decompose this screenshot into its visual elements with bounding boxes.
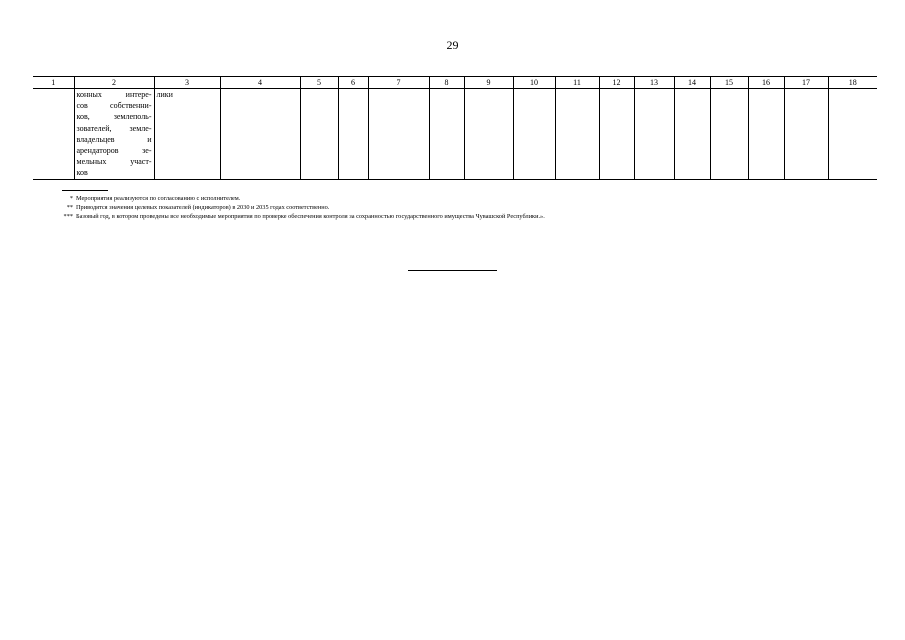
column-header: 10 — [513, 77, 555, 89]
table-cell — [634, 89, 674, 180]
footnote-separator — [62, 190, 108, 191]
column-header: 14 — [674, 77, 710, 89]
column-header: 12 — [599, 77, 634, 89]
column-header: 4 — [220, 77, 300, 89]
column-header: 2 — [74, 77, 154, 89]
footnote — [56, 203, 545, 212]
column-header: 6 — [338, 77, 368, 89]
table-cell — [338, 89, 368, 180]
table-cell-description — [74, 89, 154, 180]
footnote-text: Мероприятия реализуются по согласованию с исполнителем. — [76, 195, 241, 202]
column-header: 8 — [429, 77, 464, 89]
cell-text-line: мельных участ- — [76, 157, 152, 167]
table-cell — [748, 89, 784, 180]
footnote — [56, 212, 545, 221]
table-cell — [784, 89, 828, 180]
column-header: 16 — [748, 77, 784, 89]
footnote-text: Базовый год, в котором проведены все необходимые мероприятия по проверке обеспечения контроля за сохранностью государственного имущества Чувашской Республики.». — [76, 213, 545, 220]
column-header: 3 — [154, 77, 220, 89]
column-header: 18 — [828, 77, 877, 89]
table-cell — [828, 89, 877, 180]
cell-text-line: ков, землеполь- — [76, 112, 152, 122]
table-cell — [513, 89, 555, 180]
column-header: 7 — [368, 77, 429, 89]
table-cell — [220, 89, 300, 180]
column-header: 17 — [784, 77, 828, 89]
column-header: 11 — [555, 77, 599, 89]
table-cell — [33, 89, 74, 180]
footnote-text: Приводятся значения целевых показателей (индикаторов) в 2030 и 2035 годах соответственно. — [76, 204, 330, 211]
table-header-row — [33, 77, 877, 89]
table-cell — [300, 89, 338, 180]
cell-text-line: конных интере- — [76, 90, 152, 99]
cell-text-line: зователей, земле- — [76, 123, 152, 133]
table-cell — [429, 89, 464, 180]
column-header: 13 — [634, 77, 674, 89]
page-number: 29 — [446, 38, 459, 52]
column-header: 9 — [464, 77, 513, 89]
table-cell — [710, 89, 748, 180]
table-cell — [368, 89, 429, 180]
table-cell — [674, 89, 710, 180]
table-cell — [599, 89, 634, 180]
cell-text-line: владельцев и — [76, 134, 152, 144]
footnote-mark: ** — [66, 204, 73, 211]
end-of-section-rule — [408, 270, 497, 271]
table-cell — [555, 89, 599, 180]
footnote-mark: * — [69, 195, 73, 202]
cell-text-line: арендаторов зе- — [76, 146, 152, 156]
column-header: 15 — [710, 77, 748, 89]
cell-text-line: сов собственни- — [76, 101, 152, 111]
table-cell — [464, 89, 513, 180]
table-cell-executor: лики — [154, 89, 220, 180]
footnotes — [56, 194, 545, 221]
indicators-table — [33, 76, 877, 180]
column-header: 5 — [300, 77, 338, 89]
table-row — [33, 89, 877, 180]
footnote-mark: *** — [63, 213, 73, 220]
cell-text-line: ков — [76, 168, 88, 178]
column-header: 1 — [33, 77, 74, 89]
footnote — [56, 194, 545, 203]
